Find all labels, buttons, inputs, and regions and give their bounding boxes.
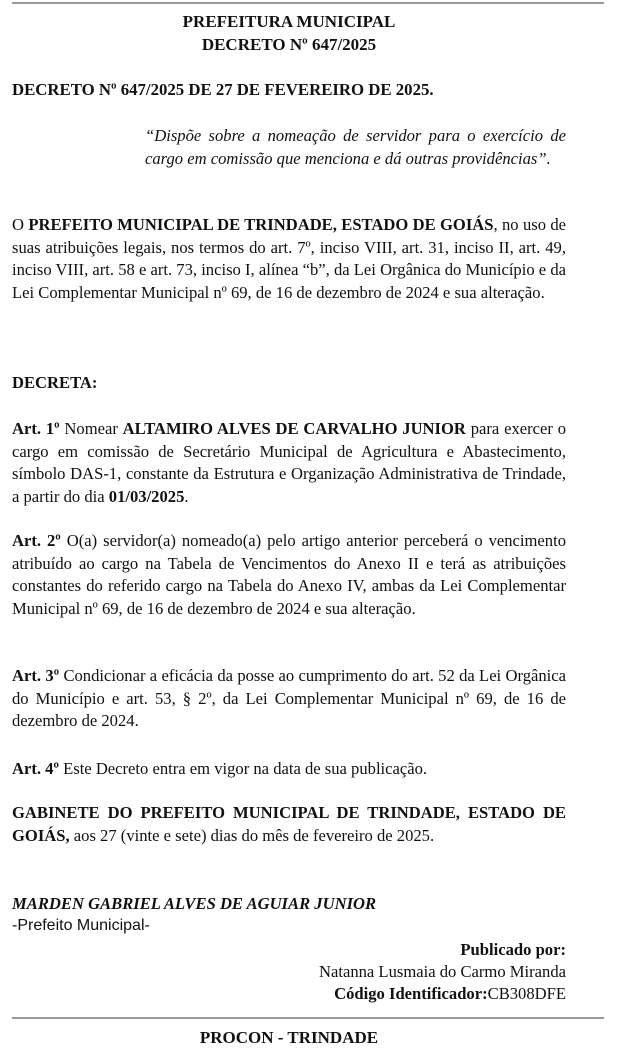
appointee-name: ALTAMIRO ALVES DE CARVALHO JUNIOR <box>122 419 466 438</box>
header-line2: DECRETO Nº 647/2025 <box>201 35 377 54</box>
signatory-name: MARDEN GABRIEL ALVES DE AGUIAR JUNIOR <box>12 894 377 913</box>
article-3 <box>12 665 566 733</box>
identifier-label: Código Identificador: <box>334 984 488 1003</box>
publisher-name: Natanna Lusmaia do Carmo Miranda <box>319 962 566 981</box>
closing-paragraph <box>12 802 566 847</box>
footer-label: PROCON - TRINDADE <box>199 1028 379 1047</box>
article-1-label: Art. 1º <box>12 419 60 438</box>
article-3-text: Condicionar a eficácia da posse ao cumprimento do art. 52 da Lei Orgânica do Município e art. 53, § 2º, da Lei Complementar Municipal nº 69, de 16 de dezembro de 2024. <box>12 666 566 730</box>
preamble-text: , no uso de suas atribuições legais, nos termos do art. 7º, inciso VIII, art. 31, inciso II, art. 49, inciso VIII, art. 58 e art. 73, inciso I, alínea “b”, da Lei Orgânica do Município e da Lei Complementar Municipal nº 69, de 16 de dezembro de 2024 e sua alteração. <box>12 215 567 302</box>
published-by-label: Publicado por: <box>460 940 566 959</box>
article-1 <box>12 418 566 508</box>
article-4-text: Este Decreto entra em vigor na data de sua publicação. <box>58 759 428 778</box>
article-2-label: Art. 2º <box>12 531 61 550</box>
preamble-authority: PREFEITO MUNICIPAL DE TRINDADE, ESTADO DE GOIÁS <box>28 215 494 234</box>
article-1-end: . <box>184 486 189 506</box>
header-line1: PREFEITURA MUNICIPAL <box>182 12 396 31</box>
ementa: “Dispõe sobre a nomeação de servidor para o exercício de cargo em comissão que menciona e dá outras providências”. <box>145 126 566 168</box>
identifier-value: CB308DFE <box>487 984 566 1003</box>
article-1-text-b: para exercer o cargo em comissão de Secretário Municipal de Agricultura e Abastecimento, símbolo DAS-1, constante da Estrutura e Organização Administrativa de Trindade, a partir do dia <box>12 419 566 506</box>
decree-title: DECRETO Nº 647/2025 DE 27 DE FEVEREIRO DE 2025. <box>12 80 434 99</box>
preamble-lead: O <box>12 215 29 234</box>
signatory-role: -Prefeito Municipal- <box>12 917 150 934</box>
top-divider <box>12 2 604 4</box>
article-1-text-a: Nomear <box>59 419 123 438</box>
article-2 <box>12 530 566 620</box>
closing-cabinet: GABINETE DO PREFEITO MUNICIPAL DE TRINDADE, ESTADO DE GOIÁS, <box>12 803 566 845</box>
bottom-divider <box>12 1017 604 1019</box>
article-2-text: O(a) servidor(a) nomeado(a) pelo artigo anterior perceberá o vencimento atribuído ao cargo na Tabela de Vencimentos do Anexo II e terá as atribuições constantes do referido cargo na Tabela do Anexo IV, ambas da Lei Complementar Municipal nº 69, de 16 de dezembro de 2024 e sua alteração. <box>12 531 566 618</box>
article-4-label: Art. 4º <box>12 759 59 778</box>
start-date: 01/03/2025 <box>108 486 185 506</box>
identifier-code <box>12 983 566 1006</box>
preamble-paragraph <box>12 214 566 304</box>
closing-text: aos 27 (vinte e sete) dias do mês de fevereiro de 2025. <box>69 825 435 845</box>
decreta-heading: DECRETA: <box>12 373 98 392</box>
article-3-label: Art. 3º <box>12 666 60 685</box>
article-4 <box>12 758 566 781</box>
